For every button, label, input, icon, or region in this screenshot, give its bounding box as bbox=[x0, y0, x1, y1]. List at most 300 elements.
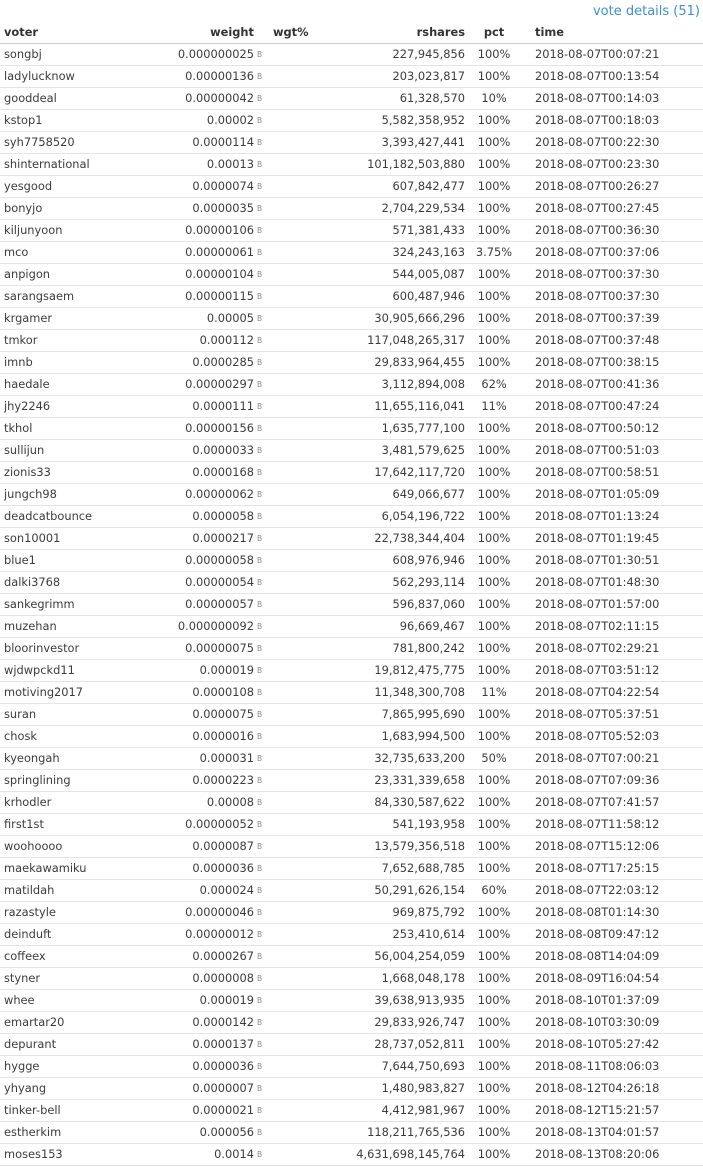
wgt-cell bbox=[269, 572, 333, 594]
weight-cell: 0.00000058 bbox=[154, 550, 254, 572]
time-cell: 2018-08-10T01:37:09 bbox=[523, 990, 703, 1012]
time-cell: 2018-08-07T07:00:21 bbox=[523, 748, 703, 770]
column-header-time[interactable]: time bbox=[523, 22, 703, 44]
table-row bbox=[0, 792, 703, 814]
time-cell: 2018-08-07T01:30:51 bbox=[523, 550, 703, 572]
unit-symbol: B bbox=[254, 374, 269, 396]
table-row bbox=[0, 748, 703, 770]
weight-cell: 0.00000012 bbox=[154, 924, 254, 946]
pct-cell: 100% bbox=[465, 902, 523, 924]
voter-cell[interactable]: yhyang bbox=[0, 1078, 154, 1100]
rshares-cell: 28,737,052,811 bbox=[333, 1034, 465, 1056]
column-header-voter[interactable]: voter bbox=[0, 22, 154, 44]
time-cell: 2018-08-07T05:37:51 bbox=[523, 704, 703, 726]
weight-cell: 0.0000111 bbox=[154, 396, 254, 418]
voter-cell[interactable]: styner bbox=[0, 968, 154, 990]
time-cell: 2018-08-11T08:06:03 bbox=[523, 1056, 703, 1078]
time-cell: 2018-08-07T03:51:12 bbox=[523, 660, 703, 682]
weight-cell: 0.00000052 bbox=[154, 814, 254, 836]
weight-cell: 0.0000108 bbox=[154, 682, 254, 704]
voter-cell[interactable]: matildah bbox=[0, 880, 154, 902]
voter-cell[interactable]: deinduft bbox=[0, 924, 154, 946]
unit-symbol: B bbox=[254, 616, 269, 638]
rshares-cell: 607,842,477 bbox=[333, 176, 465, 198]
table-row bbox=[0, 352, 703, 374]
voter-cell[interactable]: suran bbox=[0, 704, 154, 726]
time-cell: 2018-08-07T05:52:03 bbox=[523, 726, 703, 748]
voter-cell[interactable]: shinternational bbox=[0, 154, 154, 176]
wgt-cell bbox=[269, 792, 333, 814]
rshares-cell: 29,833,964,455 bbox=[333, 352, 465, 374]
unit-symbol: B bbox=[254, 484, 269, 506]
time-cell: 2018-08-07T07:09:36 bbox=[523, 770, 703, 792]
voter-cell[interactable]: moses153 bbox=[0, 1144, 154, 1166]
voter-cell[interactable]: syh7758520 bbox=[0, 132, 154, 154]
rshares-cell: 7,644,750,693 bbox=[333, 1056, 465, 1078]
wgt-cell bbox=[269, 968, 333, 990]
column-header-weight[interactable]: weight bbox=[154, 22, 254, 44]
unit-symbol: B bbox=[254, 462, 269, 484]
rshares-cell: 11,655,116,041 bbox=[333, 396, 465, 418]
pct-cell: 100% bbox=[465, 1012, 523, 1034]
time-cell: 2018-08-07T00:37:30 bbox=[523, 264, 703, 286]
voter-cell[interactable]: bloorinvestor bbox=[0, 638, 154, 660]
weight-cell: 0.0000075 bbox=[154, 704, 254, 726]
voter-cell[interactable]: anpigon bbox=[0, 264, 154, 286]
pct-cell: 100% bbox=[465, 594, 523, 616]
table-row bbox=[0, 418, 703, 440]
unit-symbol: B bbox=[254, 990, 269, 1012]
rshares-cell: 3,393,427,441 bbox=[333, 132, 465, 154]
column-header-pct[interactable]: pct bbox=[465, 22, 523, 44]
rshares-cell: 118,211,765,536 bbox=[333, 1122, 465, 1144]
rshares-cell: 544,005,087 bbox=[333, 264, 465, 286]
table-row bbox=[0, 506, 703, 528]
unit-symbol: B bbox=[254, 704, 269, 726]
voter-cell[interactable]: wjdwpckd11 bbox=[0, 660, 154, 682]
unit-symbol: B bbox=[254, 330, 269, 352]
weight-cell: 0.00000104 bbox=[154, 264, 254, 286]
wgt-cell bbox=[269, 858, 333, 880]
voter-cell[interactable]: emartar20 bbox=[0, 1012, 154, 1034]
wgt-cell bbox=[269, 220, 333, 242]
column-header-rshares[interactable]: rshares bbox=[333, 22, 465, 44]
pct-cell: 100% bbox=[465, 858, 523, 880]
time-cell: 2018-08-07T07:41:57 bbox=[523, 792, 703, 814]
pct-cell: 100% bbox=[465, 506, 523, 528]
table-row bbox=[0, 924, 703, 946]
weight-cell: 0.000019 bbox=[154, 990, 254, 1012]
pct-cell: 3.75% bbox=[465, 242, 523, 264]
wgt-cell bbox=[269, 748, 333, 770]
unit-symbol: B bbox=[254, 110, 269, 132]
weight-cell: 0.0000058 bbox=[154, 506, 254, 528]
wgt-cell bbox=[269, 770, 333, 792]
weight-cell: 0.000031 bbox=[154, 748, 254, 770]
time-cell: 2018-08-07T00:50:12 bbox=[523, 418, 703, 440]
unit-symbol: B bbox=[254, 44, 269, 66]
unit-symbol: B bbox=[254, 792, 269, 814]
voter-cell[interactable]: jhy2246 bbox=[0, 396, 154, 418]
voter-cell[interactable]: ladylucknow bbox=[0, 66, 154, 88]
pct-cell: 100% bbox=[465, 924, 523, 946]
unit-symbol: B bbox=[254, 902, 269, 924]
voter-cell[interactable]: kstop1 bbox=[0, 110, 154, 132]
voter-cell[interactable]: haedale bbox=[0, 374, 154, 396]
table-row bbox=[0, 286, 703, 308]
wgt-cell bbox=[269, 330, 333, 352]
wgt-cell bbox=[269, 1100, 333, 1122]
weight-cell: 0.0000036 bbox=[154, 858, 254, 880]
weight-cell: 0.0014 bbox=[154, 1144, 254, 1166]
time-cell: 2018-08-07T01:13:24 bbox=[523, 506, 703, 528]
wgt-cell bbox=[269, 550, 333, 572]
rshares-cell: 32,735,633,200 bbox=[333, 748, 465, 770]
time-cell: 2018-08-07T00:36:30 bbox=[523, 220, 703, 242]
weight-cell: 0.0000137 bbox=[154, 1034, 254, 1056]
voter-cell[interactable]: jungch98 bbox=[0, 484, 154, 506]
table-row bbox=[0, 264, 703, 286]
time-cell: 2018-08-07T11:58:12 bbox=[523, 814, 703, 836]
voter-cell[interactable]: whee bbox=[0, 990, 154, 1012]
wgt-cell bbox=[269, 726, 333, 748]
voter-cell[interactable]: estherkim bbox=[0, 1122, 154, 1144]
pct-cell: 60% bbox=[465, 880, 523, 902]
pct-cell: 11% bbox=[465, 396, 523, 418]
pct-cell: 100% bbox=[465, 550, 523, 572]
unit-symbol: B bbox=[254, 1012, 269, 1034]
table-row bbox=[0, 44, 703, 66]
pct-cell: 100% bbox=[465, 1122, 523, 1144]
pct-cell: 100% bbox=[465, 990, 523, 1012]
weight-cell: 0.0000008 bbox=[154, 968, 254, 990]
voter-cell[interactable]: motiving2017 bbox=[0, 682, 154, 704]
weight-cell: 0.000019 bbox=[154, 660, 254, 682]
time-cell: 2018-08-07T17:25:15 bbox=[523, 858, 703, 880]
wgt-cell bbox=[269, 198, 333, 220]
weight-cell: 0.0000168 bbox=[154, 462, 254, 484]
pct-cell: 100% bbox=[465, 176, 523, 198]
wgt-cell bbox=[269, 374, 333, 396]
time-cell: 2018-08-07T00:26:27 bbox=[523, 176, 703, 198]
table-row bbox=[0, 242, 703, 264]
pct-cell: 50% bbox=[465, 748, 523, 770]
weight-cell: 0.00000156 bbox=[154, 418, 254, 440]
time-cell: 2018-08-08T09:47:12 bbox=[523, 924, 703, 946]
rshares-cell: 227,945,856 bbox=[333, 44, 465, 66]
rshares-cell: 203,023,817 bbox=[333, 66, 465, 88]
voter-cell[interactable]: imnb bbox=[0, 352, 154, 374]
time-cell: 2018-08-07T00:37:39 bbox=[523, 308, 703, 330]
pct-cell: 100% bbox=[465, 462, 523, 484]
rshares-cell: 61,328,570 bbox=[333, 88, 465, 110]
table-row bbox=[0, 110, 703, 132]
time-cell: 2018-08-07T00:23:30 bbox=[523, 154, 703, 176]
wgt-cell bbox=[269, 1012, 333, 1034]
wgt-cell bbox=[269, 814, 333, 836]
voter-cell[interactable]: mco bbox=[0, 242, 154, 264]
time-cell: 2018-08-07T00:14:03 bbox=[523, 88, 703, 110]
wgt-cell bbox=[269, 242, 333, 264]
table-row bbox=[0, 1122, 703, 1144]
table-header-row bbox=[0, 22, 703, 44]
table-row bbox=[0, 594, 703, 616]
rshares-cell: 17,642,117,720 bbox=[333, 462, 465, 484]
voter-cell[interactable]: yesgood bbox=[0, 176, 154, 198]
weight-cell: 0.0000035 bbox=[154, 198, 254, 220]
rshares-cell: 50,291,626,154 bbox=[333, 880, 465, 902]
voter-cell[interactable]: woohoooo bbox=[0, 836, 154, 858]
unit-symbol: B bbox=[254, 924, 269, 946]
time-cell: 2018-08-07T22:03:12 bbox=[523, 880, 703, 902]
wgt-cell bbox=[269, 110, 333, 132]
wgt-cell bbox=[269, 660, 333, 682]
rshares-cell: 7,652,688,785 bbox=[333, 858, 465, 880]
unit-symbol: B bbox=[254, 242, 269, 264]
wgt-cell bbox=[269, 66, 333, 88]
weight-cell: 0.0000074 bbox=[154, 176, 254, 198]
pct-cell: 100% bbox=[465, 814, 523, 836]
table-row bbox=[0, 1144, 703, 1166]
weight-cell: 0.000000092 bbox=[154, 616, 254, 638]
time-cell: 2018-08-07T01:19:45 bbox=[523, 528, 703, 550]
table-row bbox=[0, 946, 703, 968]
voter-cell[interactable]: dalki3768 bbox=[0, 572, 154, 594]
table-row bbox=[0, 836, 703, 858]
time-cell: 2018-08-07T00:13:54 bbox=[523, 66, 703, 88]
rshares-cell: 1,668,048,178 bbox=[333, 968, 465, 990]
table-row bbox=[0, 396, 703, 418]
voter-cell[interactable]: sankegrimm bbox=[0, 594, 154, 616]
pct-cell: 100% bbox=[465, 1056, 523, 1078]
table-row bbox=[0, 440, 703, 462]
unit-symbol: B bbox=[254, 352, 269, 374]
voter-cell[interactable]: gooddeal bbox=[0, 88, 154, 110]
pct-cell: 100% bbox=[465, 484, 523, 506]
table-row bbox=[0, 198, 703, 220]
unit-symbol: B bbox=[254, 660, 269, 682]
voter-cell[interactable]: blue1 bbox=[0, 550, 154, 572]
weight-cell: 0.00000106 bbox=[154, 220, 254, 242]
time-cell: 2018-08-07T04:22:54 bbox=[523, 682, 703, 704]
unit-symbol: B bbox=[254, 1034, 269, 1056]
voter-cell[interactable]: sarangsaem bbox=[0, 286, 154, 308]
pct-cell: 10% bbox=[465, 88, 523, 110]
table-row bbox=[0, 682, 703, 704]
wgt-cell bbox=[269, 836, 333, 858]
pct-cell: 100% bbox=[465, 792, 523, 814]
unit-symbol: B bbox=[254, 198, 269, 220]
pct-cell: 100% bbox=[465, 770, 523, 792]
rshares-cell: 253,410,614 bbox=[333, 924, 465, 946]
time-cell: 2018-08-07T01:05:09 bbox=[523, 484, 703, 506]
column-header-unit bbox=[254, 22, 269, 44]
wgt-cell bbox=[269, 440, 333, 462]
pct-cell: 100% bbox=[465, 308, 523, 330]
voter-cell[interactable]: kiljunyoon bbox=[0, 220, 154, 242]
pct-cell: 100% bbox=[465, 220, 523, 242]
weight-cell: 0.000024 bbox=[154, 880, 254, 902]
unit-symbol: B bbox=[254, 836, 269, 858]
wgt-cell bbox=[269, 924, 333, 946]
pct-cell: 100% bbox=[465, 704, 523, 726]
time-cell: 2018-08-10T05:27:42 bbox=[523, 1034, 703, 1056]
voter-cell[interactable]: razastyle bbox=[0, 902, 154, 924]
time-cell: 2018-08-07T15:12:06 bbox=[523, 836, 703, 858]
table-row bbox=[0, 1012, 703, 1034]
voter-cell[interactable]: krgamer bbox=[0, 308, 154, 330]
time-cell: 2018-08-13T08:20:06 bbox=[523, 1144, 703, 1166]
time-cell: 2018-08-07T00:51:03 bbox=[523, 440, 703, 462]
rshares-cell: 13,579,356,518 bbox=[333, 836, 465, 858]
table-row bbox=[0, 88, 703, 110]
unit-symbol: B bbox=[254, 440, 269, 462]
rshares-cell: 22,738,344,404 bbox=[333, 528, 465, 550]
voter-cell[interactable]: tmkor bbox=[0, 330, 154, 352]
voter-cell[interactable]: chosk bbox=[0, 726, 154, 748]
weight-cell: 0.0000285 bbox=[154, 352, 254, 374]
weight-cell: 0.0000142 bbox=[154, 1012, 254, 1034]
weight-cell: 0.0000016 bbox=[154, 726, 254, 748]
voter-cell[interactable]: krhodler bbox=[0, 792, 154, 814]
rshares-cell: 29,833,926,747 bbox=[333, 1012, 465, 1034]
unit-symbol: B bbox=[254, 968, 269, 990]
wgt-cell bbox=[269, 286, 333, 308]
time-cell: 2018-08-09T16:04:54 bbox=[523, 968, 703, 990]
wgt-cell bbox=[269, 704, 333, 726]
pct-cell: 100% bbox=[465, 44, 523, 66]
weight-cell: 0.00000042 bbox=[154, 88, 254, 110]
wgt-cell bbox=[269, 1144, 333, 1166]
time-cell: 2018-08-07T00:41:36 bbox=[523, 374, 703, 396]
wgt-cell bbox=[269, 946, 333, 968]
rshares-cell: 11,348,300,708 bbox=[333, 682, 465, 704]
voter-cell[interactable]: bonyjo bbox=[0, 198, 154, 220]
pct-cell: 100% bbox=[465, 286, 523, 308]
wgt-cell bbox=[269, 352, 333, 374]
unit-symbol: B bbox=[254, 308, 269, 330]
voter-cell[interactable]: hygge bbox=[0, 1056, 154, 1078]
rshares-cell: 96,669,467 bbox=[333, 616, 465, 638]
table-row bbox=[0, 616, 703, 638]
rshares-cell: 649,066,677 bbox=[333, 484, 465, 506]
rshares-cell: 39,638,913,935 bbox=[333, 990, 465, 1012]
unit-symbol: B bbox=[254, 594, 269, 616]
pct-cell: 100% bbox=[465, 132, 523, 154]
table-row bbox=[0, 154, 703, 176]
voter-cell[interactable]: maekawamiku bbox=[0, 858, 154, 880]
pct-cell: 100% bbox=[465, 154, 523, 176]
table-row bbox=[0, 1034, 703, 1056]
pct-cell: 100% bbox=[465, 572, 523, 594]
pct-cell: 100% bbox=[465, 638, 523, 660]
rshares-cell: 541,193,958 bbox=[333, 814, 465, 836]
time-cell: 2018-08-08T01:14:30 bbox=[523, 902, 703, 924]
table-row bbox=[0, 308, 703, 330]
voter-cell[interactable]: springlining bbox=[0, 770, 154, 792]
rshares-cell: 596,837,060 bbox=[333, 594, 465, 616]
rshares-cell: 1,635,777,100 bbox=[333, 418, 465, 440]
rshares-cell: 3,481,579,625 bbox=[333, 440, 465, 462]
weight-cell: 0.00000075 bbox=[154, 638, 254, 660]
table-row bbox=[0, 880, 703, 902]
table-row bbox=[0, 638, 703, 660]
voter-cell[interactable]: son10001 bbox=[0, 528, 154, 550]
table-row bbox=[0, 484, 703, 506]
rshares-cell: 4,631,698,145,764 bbox=[333, 1144, 465, 1166]
time-cell: 2018-08-07T00:07:21 bbox=[523, 44, 703, 66]
unit-symbol: B bbox=[254, 638, 269, 660]
vote-details-link[interactable]: vote details (51) bbox=[592, 4, 700, 19]
unit-symbol: B bbox=[254, 726, 269, 748]
pct-cell: 100% bbox=[465, 660, 523, 682]
voter-cell[interactable]: muzehan bbox=[0, 616, 154, 638]
weight-cell: 0.00000061 bbox=[154, 242, 254, 264]
unit-symbol: B bbox=[254, 418, 269, 440]
weight-cell: 0.00000062 bbox=[154, 484, 254, 506]
wgt-cell bbox=[269, 462, 333, 484]
unit-symbol: B bbox=[254, 748, 269, 770]
wgt-cell bbox=[269, 132, 333, 154]
table-row bbox=[0, 1100, 703, 1122]
time-cell: 2018-08-07T01:48:30 bbox=[523, 572, 703, 594]
wgt-cell bbox=[269, 396, 333, 418]
table-row bbox=[0, 660, 703, 682]
rshares-cell: 781,800,242 bbox=[333, 638, 465, 660]
unit-symbol: B bbox=[254, 396, 269, 418]
voter-cell[interactable]: deadcatbounce bbox=[0, 506, 154, 528]
voter-cell[interactable]: first1st bbox=[0, 814, 154, 836]
time-cell: 2018-08-13T04:01:57 bbox=[523, 1122, 703, 1144]
voter-cell[interactable]: coffeex bbox=[0, 946, 154, 968]
votes-table bbox=[0, 22, 703, 1166]
time-cell: 2018-08-07T01:57:00 bbox=[523, 594, 703, 616]
rshares-cell: 6,054,196,722 bbox=[333, 506, 465, 528]
column-header-wgt[interactable]: wgt% bbox=[269, 22, 333, 44]
wgt-cell bbox=[269, 1034, 333, 1056]
weight-cell: 0.00000057 bbox=[154, 594, 254, 616]
voter-cell[interactable]: tinker-bell bbox=[0, 1100, 154, 1122]
weight-cell: 0.0000267 bbox=[154, 946, 254, 968]
pct-cell: 100% bbox=[465, 264, 523, 286]
voter-cell[interactable]: kyeongah bbox=[0, 748, 154, 770]
unit-symbol: B bbox=[254, 1078, 269, 1100]
rshares-cell: 19,812,475,775 bbox=[333, 660, 465, 682]
voter-cell[interactable]: depurant bbox=[0, 1034, 154, 1056]
unit-symbol: B bbox=[254, 814, 269, 836]
rshares-cell: 571,381,433 bbox=[333, 220, 465, 242]
table-row bbox=[0, 66, 703, 88]
rshares-cell: 101,182,503,880 bbox=[333, 154, 465, 176]
table-row bbox=[0, 374, 703, 396]
time-cell: 2018-08-07T00:27:45 bbox=[523, 198, 703, 220]
wgt-cell bbox=[269, 682, 333, 704]
top-bar bbox=[0, 0, 703, 22]
time-cell: 2018-08-07T02:29:21 bbox=[523, 638, 703, 660]
pct-cell: 100% bbox=[465, 352, 523, 374]
voter-cell[interactable]: songbj bbox=[0, 44, 154, 66]
rshares-cell: 4,412,981,967 bbox=[333, 1100, 465, 1122]
voter-cell[interactable]: zionis33 bbox=[0, 462, 154, 484]
voter-cell[interactable]: tkhol bbox=[0, 418, 154, 440]
wgt-cell bbox=[269, 990, 333, 1012]
table-row bbox=[0, 176, 703, 198]
unit-symbol: B bbox=[254, 946, 269, 968]
voter-cell[interactable]: sullijun bbox=[0, 440, 154, 462]
pct-cell: 100% bbox=[465, 110, 523, 132]
table-row bbox=[0, 132, 703, 154]
wgt-cell bbox=[269, 418, 333, 440]
